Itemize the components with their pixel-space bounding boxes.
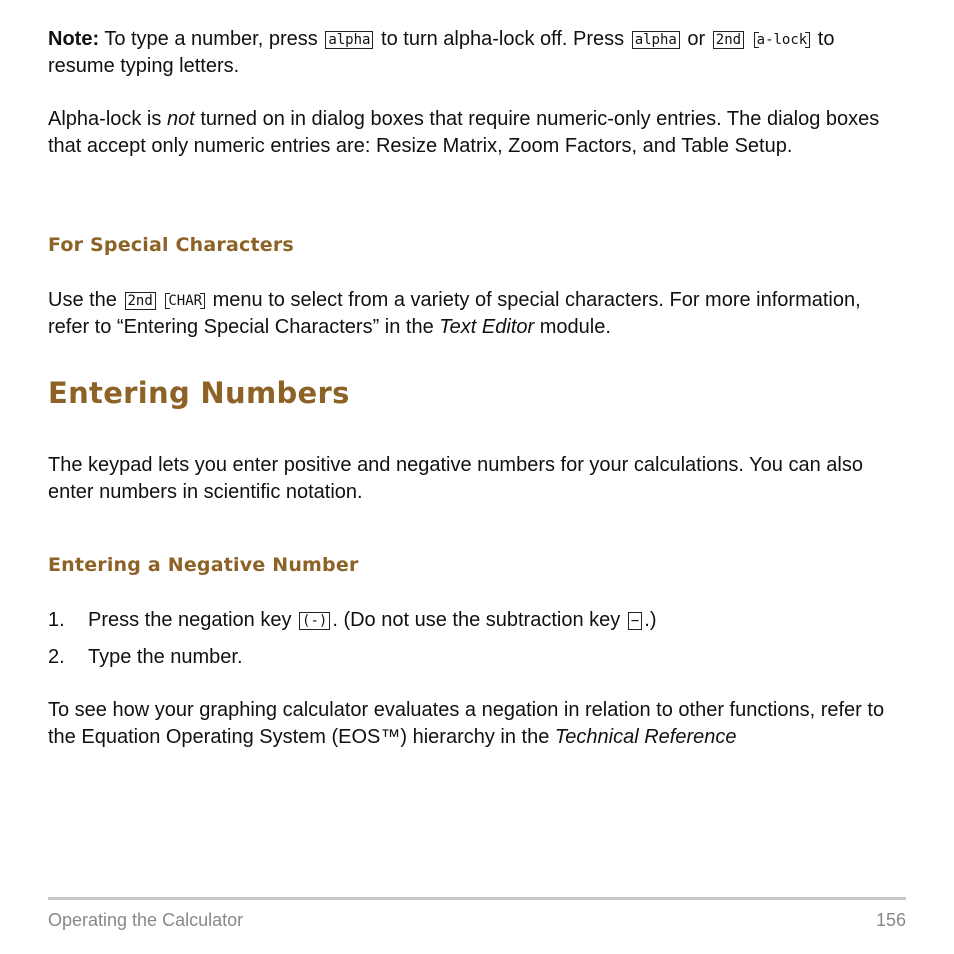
eos-emphasis: Technical Reference	[554, 725, 737, 748]
special-emphasis: Text Editor	[439, 315, 535, 338]
eos-text: To see how your graphing calculator evaluates a negation in relation to other functions, refer to the Equation Operating System (EOS™) hierarchy in the	[48, 699, 885, 748]
note-text-1: To type a number, press	[104, 28, 318, 50]
entering-numbers-body: The keypad lets you enter positive and negative numbers for your calculations. You can also enter numbers in scientific notation.	[48, 454, 863, 503]
note-text-2: to turn alpha-lock off. Press	[381, 28, 625, 50]
alpha-key-2: alpha	[632, 31, 680, 49]
subtraction-key: −	[628, 612, 642, 630]
negative-number-heading-block	[48, 554, 906, 576]
list-item	[48, 607, 906, 634]
step-1-text-3: .)	[644, 609, 657, 631]
negation-key: (-)	[299, 612, 330, 630]
note-paragraph	[48, 26, 906, 79]
step-1-number: 1.	[48, 609, 65, 631]
char-key: CHAR	[165, 293, 205, 309]
special-characters-heading: For Special Characters	[48, 234, 294, 256]
special-characters-heading-block	[48, 234, 906, 256]
footer-section-title: Operating the Calculator	[48, 910, 244, 930]
special-text-2: menu to select from a variety of special characters. For more information, refer to “Entering Special Characters” in the	[48, 289, 861, 338]
list-item	[48, 644, 906, 671]
eos-paragraph	[48, 697, 906, 750]
special-text-1: Use the	[48, 289, 117, 311]
step-1-text-2: . (Do not use the subtraction key	[332, 609, 621, 631]
footer-rule	[48, 897, 906, 900]
alpha-key: alpha	[325, 31, 373, 49]
step-2-text: Type the number.	[88, 646, 243, 668]
alpha-text-1: Alpha-lock is	[48, 108, 162, 130]
entering-numbers-heading: Entering Numbers	[48, 376, 350, 410]
negative-number-heading: Entering a Negative Number	[48, 554, 359, 576]
step-2-number: 2.	[48, 646, 65, 668]
second-key: 2nd	[713, 31, 744, 49]
entering-numbers-heading-block	[48, 376, 906, 410]
entering-numbers-paragraph	[48, 452, 906, 505]
note-text-4: to resume typing letters.	[48, 28, 835, 77]
alpha-lock-paragraph	[48, 106, 906, 159]
special-characters-paragraph	[48, 287, 906, 340]
alock-key: a-lock	[754, 32, 811, 48]
second-key-special: 2nd	[125, 292, 156, 310]
alpha-text-2: turned on in dialog boxes that require numeric-only entries. The dialog boxes that accept only numeric entries are: Resize Matrix, Zoom Factors, and Table Setup.	[48, 108, 880, 157]
alpha-emphasis: not	[166, 108, 195, 130]
note-label: Note:	[48, 28, 100, 50]
page-number: 156	[875, 910, 906, 930]
special-text-3: module.	[539, 315, 611, 338]
step-1-text-1: Press the negation key	[88, 609, 292, 631]
note-text-3: or	[687, 28, 706, 50]
document-page	[48, 0, 906, 954]
